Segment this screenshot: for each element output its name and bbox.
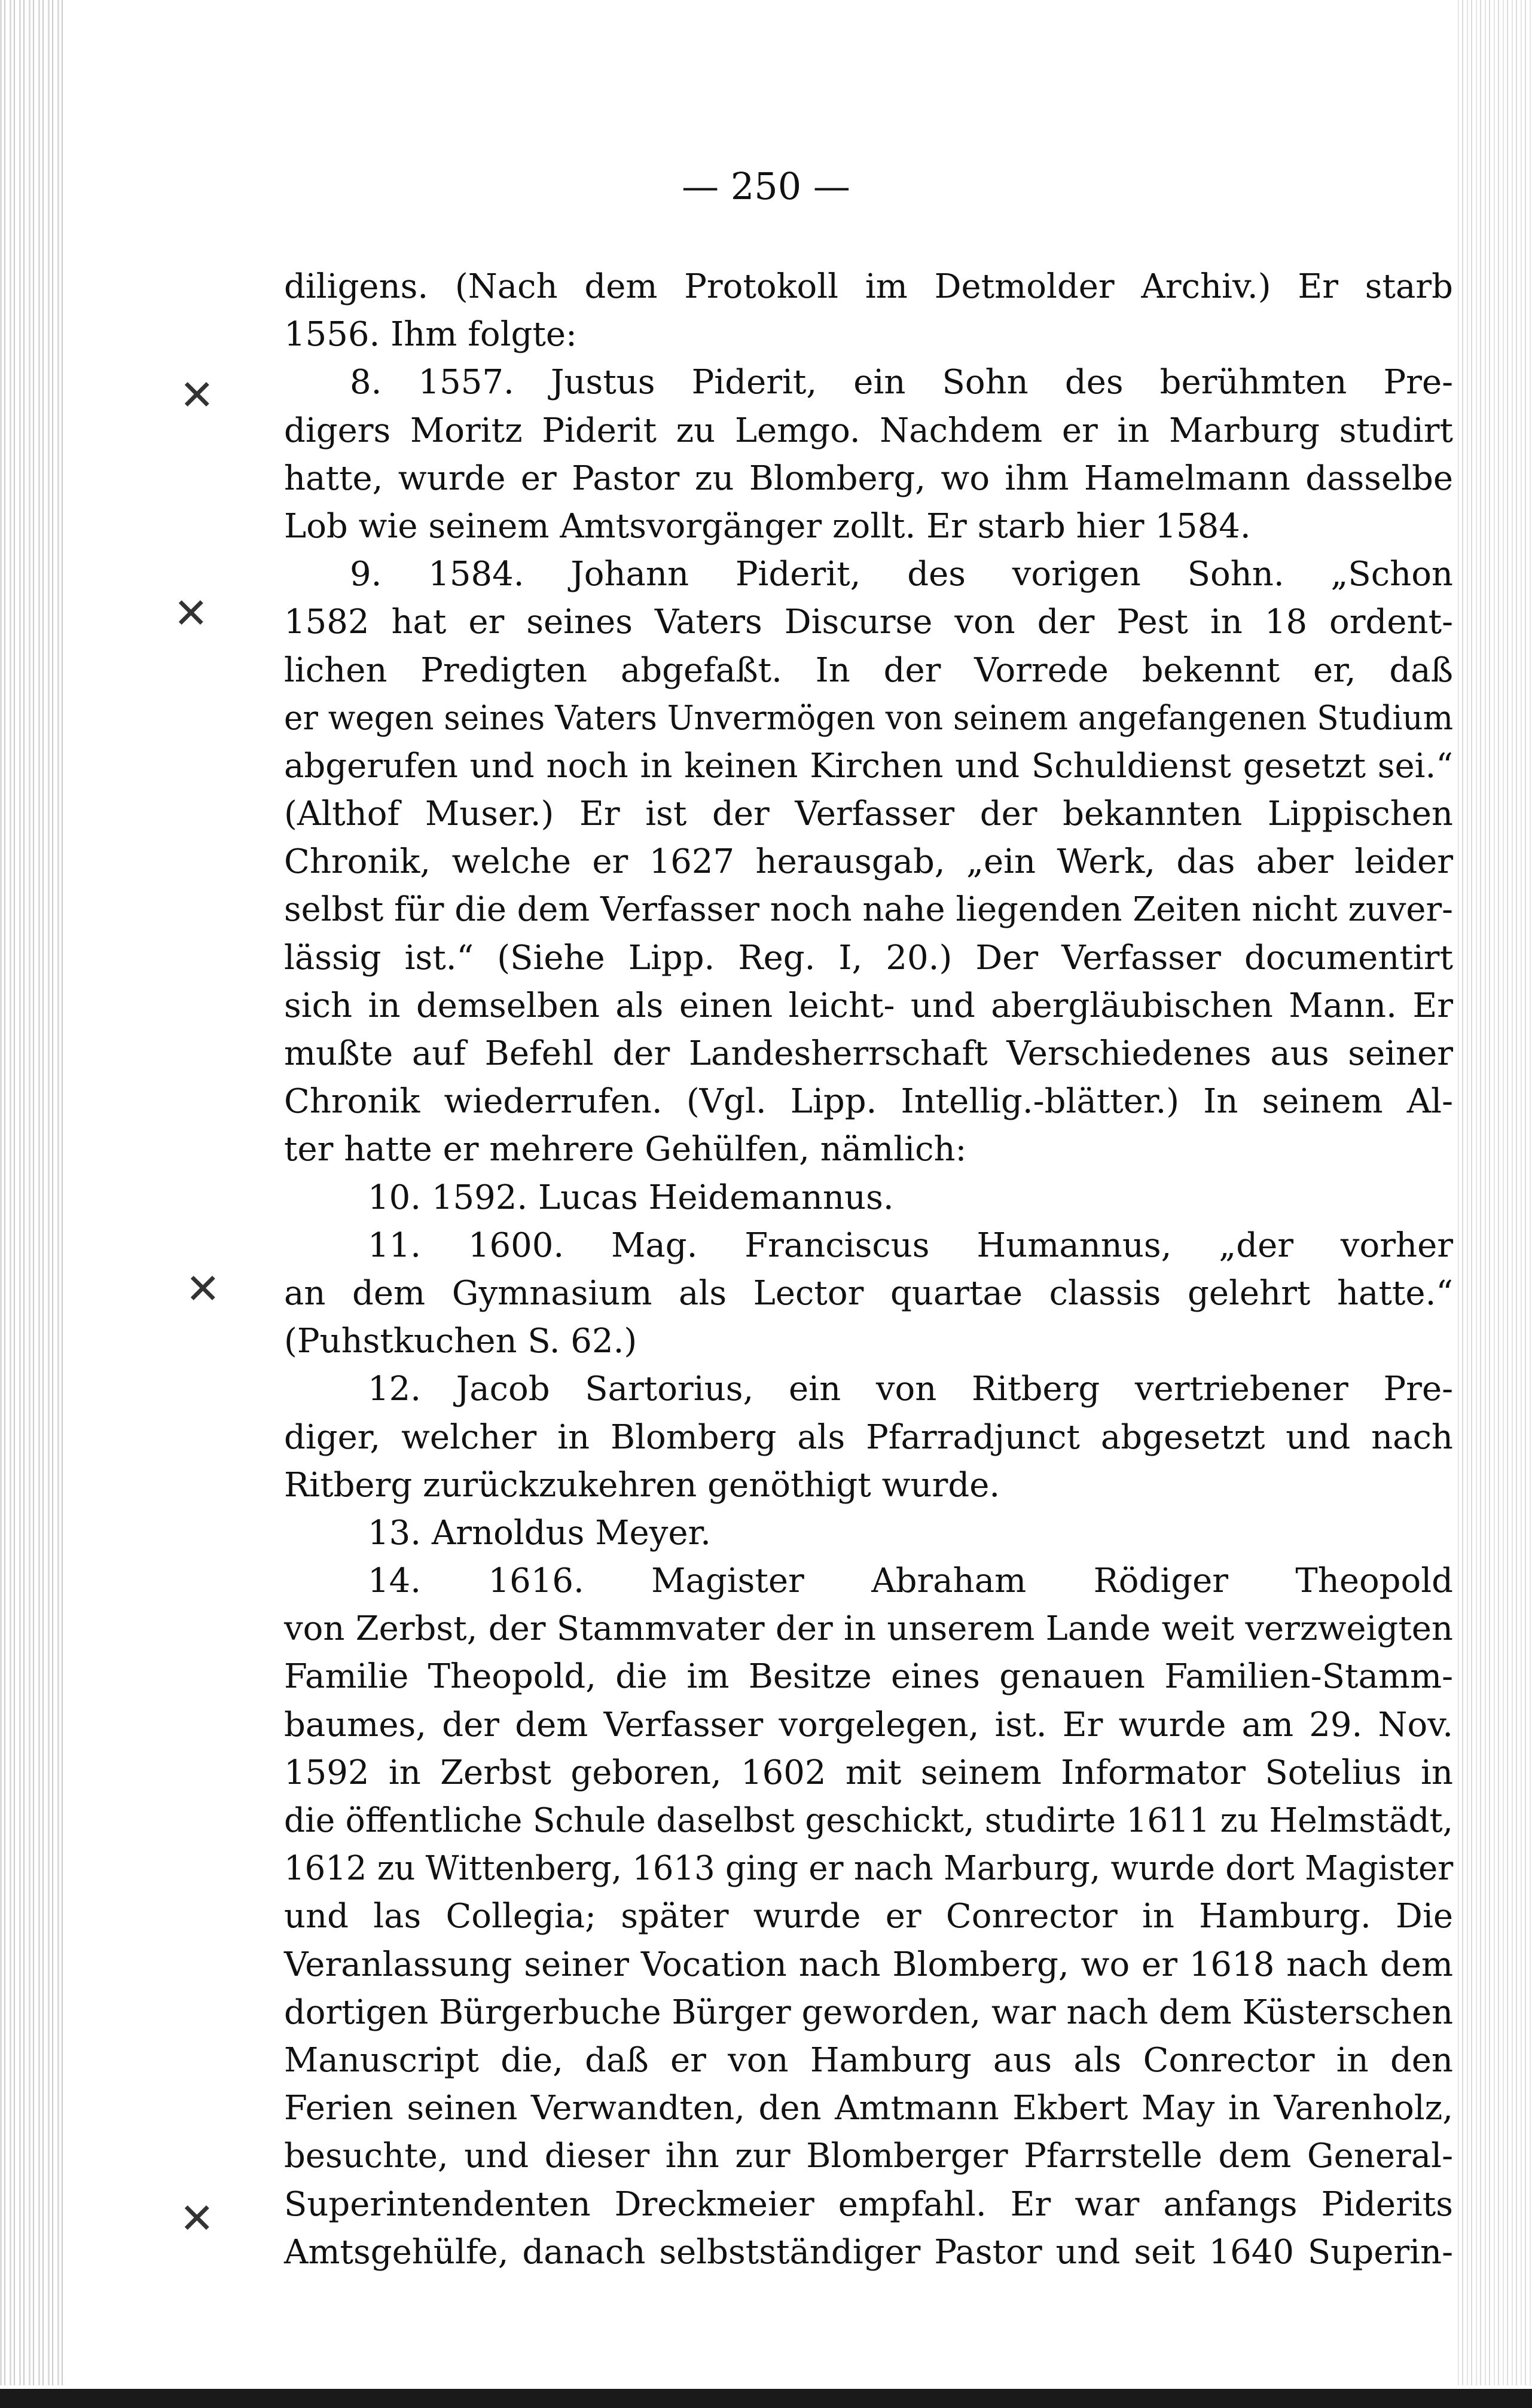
text-line: diligens. (Nach dem Protokoll im Detmolder Archiv.) Er starb (284, 267, 1453, 306)
text-line: besuchte, und dieser ihn zur Blomberger Pfarrstelle dem General- (284, 2137, 1453, 2176)
scan-edge-left (0, 0, 66, 2385)
text-line: Chronik wiederrufen. (Vgl. Lipp. Intellig.-blätter.) In seinem Al- (284, 1082, 1453, 1122)
text-line: dortigen Bürgerbuche Bürger geworden, war nach dem Küsterschen (284, 1993, 1453, 2032)
text-line: Superintendenten Dreckmeier empfahl. Er war anfangs Piderits (284, 2184, 1453, 2224)
text-line: Chronik, welche er 1627 herausgab, „ein Werk, das aber leider (284, 842, 1453, 882)
text-line: (Althof Muser.) Er ist der Verfasser der bekannten Lippischen (284, 794, 1453, 834)
text-line: baumes, der dem Verfasser vorgelegen, ist. Er wurde am 29. Nov. (284, 1705, 1453, 1744)
text-line: (Puhstkuchen S. 62.) (284, 1322, 637, 1361)
text-line: von Zerbst, der Stammvater der in unserem Lande weit verzweigten (284, 1609, 1453, 1649)
text-line: 9. 1584. Johann Piderit, des vorigen Sohn. „Schon (350, 555, 1453, 594)
text-line: Manuscript die, daß er von Hamburg aus als Conrector in den (284, 2040, 1453, 2080)
scan-bottom-bar (0, 2389, 1532, 2408)
text-line: Ritberg zurückzukehren genöthigt wurde. (284, 1465, 1000, 1505)
text-line: an dem Gymnasium als Lector quartae classis gelehrt hatte.“ (284, 1273, 1453, 1313)
body-text (284, 263, 1453, 2276)
margin-cross-mark: ✕ (179, 2194, 215, 2243)
text-line: lässig ist.“ (Siehe Lipp. Reg. I, 20.) Der Verfasser documentirt (284, 938, 1453, 977)
scan-edge-right (1454, 0, 1532, 2385)
text-line: lichen Predigten abgefaßt. In der Vorrede bekennt er, daß (284, 650, 1453, 690)
text-line: digers Moritz Piderit zu Lemgo. Nachdem er in Marburg studirt (284, 411, 1453, 450)
text-line: 8. 1557. Justus Piderit, ein Sohn des berühmten Pre- (350, 363, 1453, 402)
text-line: 12. Jacob Sartorius, ein von Ritberg vertriebener Pre- (368, 1370, 1453, 1409)
text-line: er wegen seines Vaters Unvermögen von seinem angefangenen Studium (284, 698, 1453, 738)
text-line: mußte auf Befehl der Landesherrschaft Verschiedenes aus seiner (284, 1034, 1453, 1073)
margin-cross-mark: ✕ (179, 371, 215, 420)
text-line: sich in demselben als einen leicht- und abergläubischen Mann. Er (284, 986, 1453, 1025)
text-line: 1556. Ihm folgte: (284, 315, 577, 355)
text-line: die öffentliche Schule daselbst geschickt, studirte 1611 zu Helmstädt, (284, 1801, 1453, 1840)
margin-cross-mark: ✕ (185, 1264, 221, 1313)
text-line: hatte, wurde er Pastor zu Blomberg, wo ihm Hamelmann dasselbe (284, 459, 1453, 498)
text-line: 13. Arnoldus Meyer. (368, 1513, 711, 1553)
text-line: 1612 zu Wittenberg, 1613 ging er nach Marburg, wurde dort Magister (284, 1849, 1454, 1888)
text-line: 1592 in Zerbst geboren, 1602 mit seinem Informator Sotelius in (284, 1753, 1453, 1792)
text-line: Lob wie seinem Amtsvorgänger zollt. Er starb hier 1584. (284, 506, 1251, 546)
text-line: Ferien seinen Verwandten, den Amtmann Ekbert May in Varenholz, (284, 2089, 1453, 2128)
text-line: ter hatte er mehrere Gehülfen, nämlich: (284, 1130, 967, 1169)
text-line: Veranlassung seiner Vocation nach Blomberg, wo er 1618 nach dem (284, 1945, 1453, 1984)
text-line: Familie Theopold, die im Besitze eines genauen Familien-Stamm- (284, 1657, 1453, 1697)
text-line: diger, welcher in Blomberg als Pfarradjunct abgesetzt und nach (284, 1417, 1453, 1457)
text-line: Amtsgehülfe, danach selbstständiger Pastor und seit 1640 Superin- (284, 2232, 1453, 2272)
text-line: 14. 1616. Magister Abraham Rödiger Theopold (368, 1561, 1453, 1601)
text-line: 1582 hat er seines Vaters Discurse von der Pest in 18 ordent- (284, 603, 1453, 642)
page-number: — 250 — (682, 164, 850, 208)
text-line: 10. 1592. Lucas Heidemannus. (368, 1178, 894, 1217)
text-line: 11. 1600. Mag. Franciscus Humannus, „der vorher (368, 1226, 1453, 1265)
text-line: abgerufen und noch in keinen Kirchen und Schuldienst gesetzt sei.“ (284, 746, 1453, 786)
text-line: selbst für die dem Verfasser noch nahe liegenden Zeiten nicht zuver- (284, 890, 1453, 930)
margin-cross-mark: ✕ (173, 589, 209, 638)
text-line: und las Collegia; später wurde er Conrector in Hamburg. Die (284, 1897, 1453, 1936)
